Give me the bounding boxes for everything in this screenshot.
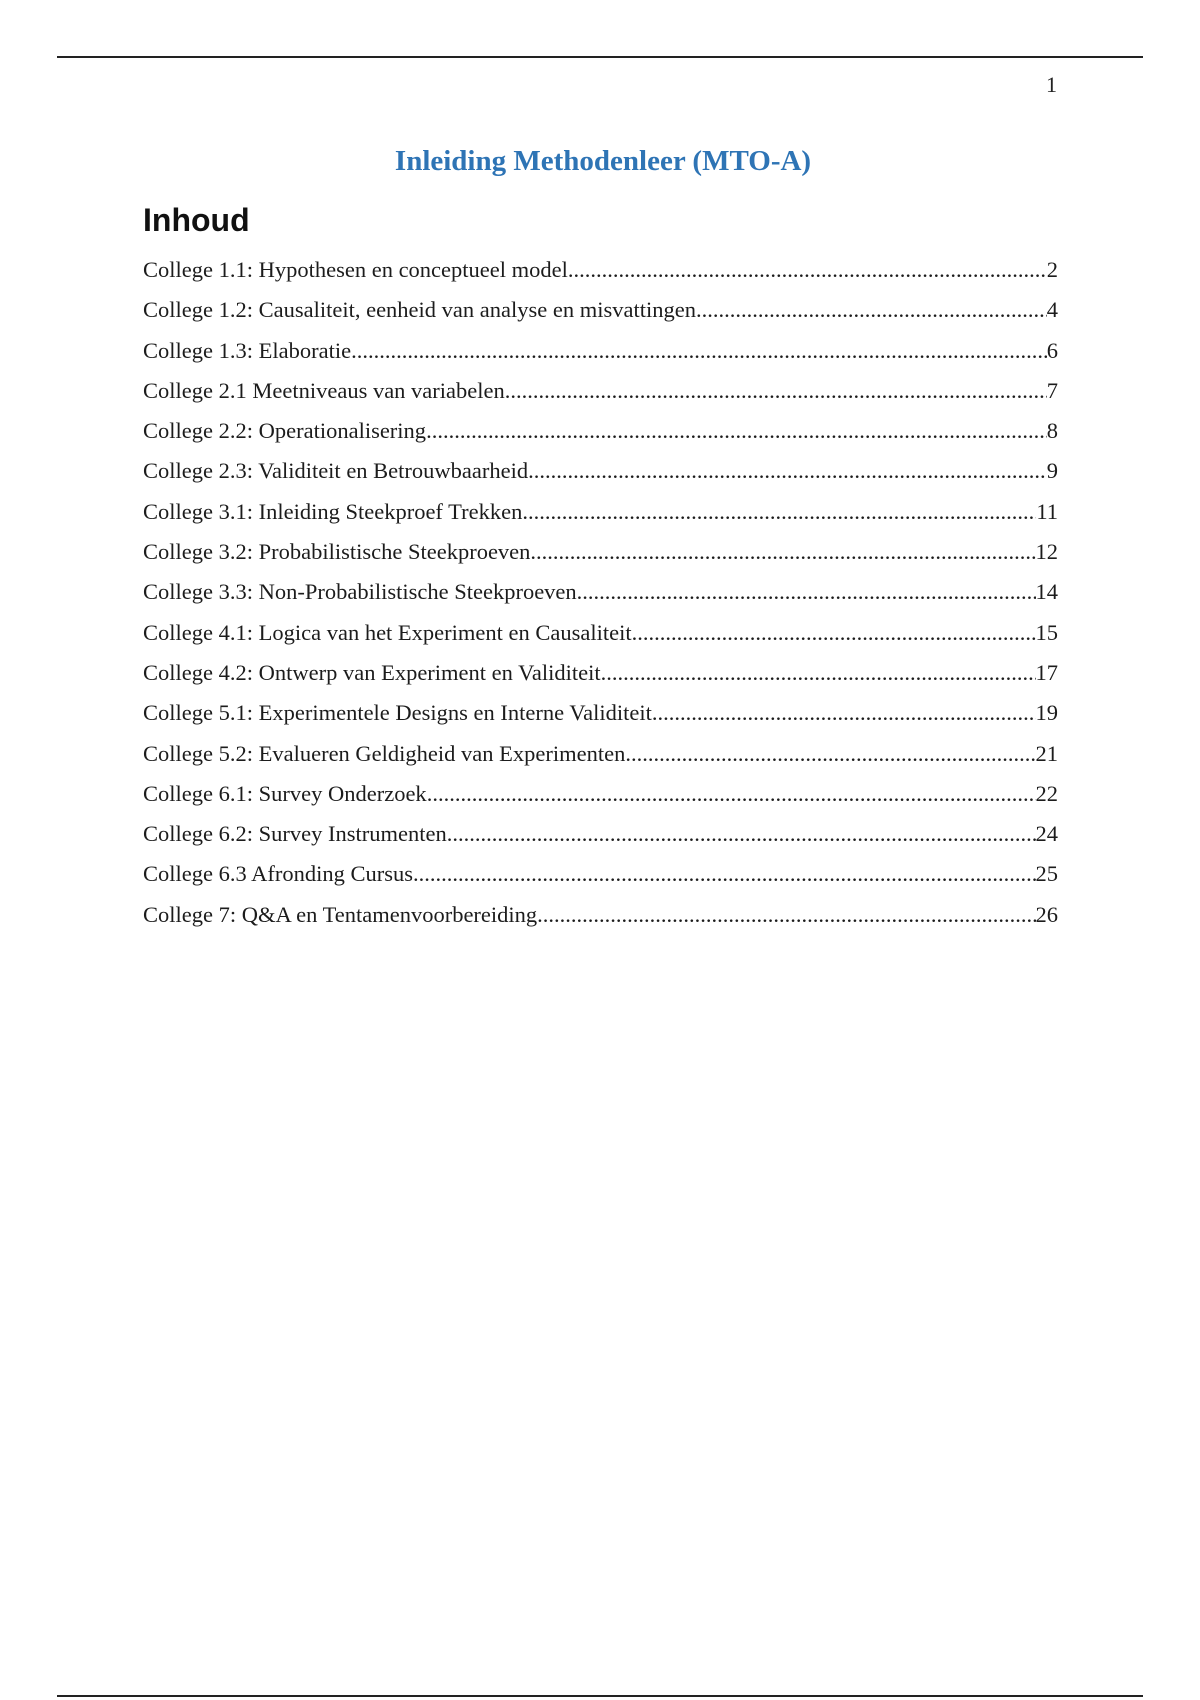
toc-entry-label: College 6.2: Survey Instrumenten [143,821,447,847]
toc-entry-label: College 1.2: Causaliteit, eenheid van analyse en misvattingen [143,297,696,323]
toc-entry-page: 9 [1046,458,1058,484]
toc-dot-leader [528,451,1047,491]
toc-entry-page: 19 [1035,700,1058,726]
toc-entry[interactable] [143,492,1058,532]
toc-entry-label: College 3.2: Probabilistische Steekproeven [143,539,531,565]
page-number: 1 [1046,72,1057,97]
toc-entry-label: College 4.2: Ontwerp van Experiment en Validiteit [143,659,601,685]
toc-entry[interactable] [143,451,1058,491]
toc-entry[interactable] [143,613,1058,653]
toc-entry-label: College 5.1: Experimentele Designs en Interne Validiteit [143,700,652,726]
toc-entry-page: 26 [1035,901,1058,927]
toc-dot-leader [447,814,1036,854]
toc-dot-leader [696,290,1047,330]
toc-entry[interactable] [143,734,1058,774]
toc-dot-leader [426,411,1047,451]
toc-entry-label: College 3.3: Non-Probabilistische Steekproeven [143,579,577,605]
toc-entry-page: 2 [1046,257,1058,282]
header-rule [57,56,1143,58]
toc-entry-label: College 4.1: Logica van het Experiment en Causaliteit [143,619,632,645]
toc-entry[interactable] [143,532,1058,572]
toc-entry-page: 21 [1035,740,1058,766]
toc-dot-leader [577,572,1036,612]
toc-dot-leader [427,774,1036,814]
toc-entry[interactable] [143,895,1058,935]
toc-dot-leader [601,653,1036,693]
toc-entry[interactable] [143,572,1058,612]
toc-entry[interactable] [143,774,1058,814]
toc-entry-label: College 5.2: Evalueren Geldigheid van Experimenten [143,740,626,766]
toc-entry[interactable] [143,290,1058,330]
toc-entry-page: 22 [1035,780,1058,806]
toc-entry-page: 25 [1035,861,1058,887]
toc-entry[interactable] [143,814,1058,854]
toc-entry-page: 14 [1035,579,1058,605]
toc-entry-label: College 2.1 Meetniveaus van variabelen [143,377,505,403]
toc-entry-page: 12 [1035,539,1058,565]
toc-entry-page: 24 [1035,821,1058,847]
toc-entry-label: College 2.3: Validiteit en Betrouwbaarheid [143,458,529,484]
toc-dot-leader [530,532,1035,572]
table-of-contents [143,250,1058,935]
toc-dot-leader [413,854,1036,894]
toc-dot-leader [537,895,1035,935]
document-title: Inleiding Methodenleer (MTO-A) [394,145,812,177]
toc-entry-label: College 6.1: Survey Onderzoek [143,780,427,806]
toc-dot-leader [625,734,1035,774]
toc-entry[interactable] [143,653,1058,693]
toc-heading: Inhoud [143,202,250,238]
toc-entry[interactable] [143,411,1058,451]
toc-entry[interactable] [143,331,1058,371]
footer-rule [57,1695,1143,1697]
toc-entry-page: 15 [1035,619,1058,645]
toc-entry[interactable] [143,250,1058,290]
toc-entry-label: College 2.2: Operationalisering [143,418,427,444]
toc-entry[interactable] [143,854,1058,894]
toc-entry-page: 11 [1036,498,1058,524]
toc-entry-label: College 1.1: Hypothesen en conceptueel model [143,257,568,282]
toc-dot-leader [652,693,1036,733]
toc-entry-page: 6 [1046,337,1058,363]
toc-entry-label: College 3.1: Inleiding Steekproef Trekken [143,498,523,524]
toc-dot-leader [522,492,1036,532]
toc-entry-label: College 1.3: Elaboratie [143,337,352,363]
toc-entry-label: College 6.3 Afronding Cursus [143,861,413,887]
toc-entry[interactable] [143,693,1058,733]
toc-entry-label: College 7: Q&A en Tentamenvoorbereiding [143,901,538,927]
toc-dot-leader [632,613,1036,653]
toc-entry[interactable] [143,371,1058,411]
toc-dot-leader [351,331,1047,371]
toc-entry-page: 8 [1046,418,1058,444]
toc-dot-leader [568,250,1047,290]
toc-entry-page: 4 [1046,297,1058,323]
toc-entry-page: 17 [1035,659,1058,685]
toc-dot-leader [505,371,1047,411]
toc-entry-page: 7 [1046,377,1058,403]
